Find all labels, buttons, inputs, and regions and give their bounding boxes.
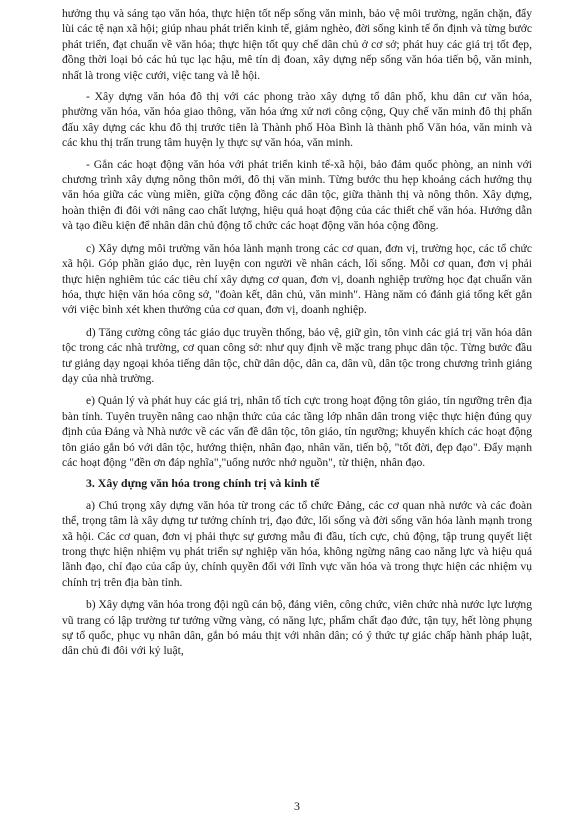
paragraph-a-party: a) Chú trọng xây dựng văn hóa từ trong các tổ chức Đảng, các cơ quan nhà nước và các đoàn thể, trọng tâm là xây dựng tư tưởng chính trị, đạo đức, lối sống và đời sống văn hóa lành mạnh trong xã hội. Các cơ quan, đơn vị phải thực sự gương mẫu đi đầu, tích cực, chủ động, tập trung quyết liệt trong thực hiện nhiệm vụ phát triển sự nghiệp văn hóa, không ngừng nâng cao năng lực và hiệu quả lãnh đạo, chỉ đạo của cấp ủy, chính quyền đối với lĩnh vực văn hóa và trong thực hiện các nhiệm vụ chính trị trên địa bàn tỉnh. bbox=[62, 498, 532, 589]
page-number: 3 bbox=[294, 799, 300, 813]
paragraph-intro: hưởng thụ và sáng tạo văn hóa, thực hiện tốt nếp sống văn minh, bảo vệ môi trường, ngăn chặn, đẩy lùi các tệ nạn xã hội; giúp nhau phát triển kinh tế, giảm nghèo, đời sống kinh tế ổn định và từng bước phát triển, đạt chuẩn về văn hóa; thực hiện tốt quy chế dân chủ ở cơ sở; phát huy các giá trị tốt đẹp, đồng thời loại bỏ các hủ tục lạc hậu, mê tín dị đoan, xây dựng nếp sống văn hóa tiến bộ, văn minh, nhất là trong việc cưới, việc tang và lễ hội. bbox=[62, 7, 532, 82]
paragraph-e-religion: e) Quản lý và phát huy các giá trị, nhân tố tích cực trong hoạt động tôn giáo, tín ngưỡng trên địa bàn tỉnh. Tuyên truyền nâng cao nhận thức của các tầng lớp nhân dân trong việc thực hiện đúng quy định của Đảng và Nhà nước về các vấn đề dân tộc, tôn giáo, tín ngưỡng; khuyến khích các hoạt động tôn giáo gắn bó với dân tộc, hướng thiện, nhân đạo, nhân văn, tiến bộ, "tốt đời, đẹp đạo". Đẩy mạnh các hoạt động "đền ơn đáp nghĩa","uống nước nhớ nguồn", từ thiện, nhân đạo. bbox=[62, 394, 532, 469]
paragraph-c-workplace: c) Xây dựng môi trường văn hóa lành mạnh trong các cơ quan, đơn vị, trường học, các tổ chức xã hội. Góp phần giáo dục, rèn luyện con người về nhân cách, lối sống. Mỗi cơ quan, đơn vị phải thực hiện nghiêm túc các tiêu chí xây dựng cơ quan, đơn vị, doanh nghiệp trường học đạt chuẩn văn hóa, thực hiện văn hóa công sở, "đoàn kết, dân chủ, văn minh". Hàng năm có đánh giá tổng kết gắn với việc bình xét khen thưởng của cơ quan, đơn vị, doanh nghiệp. bbox=[62, 241, 532, 317]
paragraph-urban-culture: - Xây dựng văn hóa đô thị với các phong trào xây dựng tổ dân phố, khu dân cư văn hóa, phường văn hóa, văn hóa giao thông, văn hóa ứng xử nơi công cộng, Quy chế văn minh đô thị phấn đấu xây dựng các khu đô thị trước tiên là Thành phố Hòa Bình là thành phố Văn hóa, văn minh và các khu thị trấn trung tâm huyện lỵ thực sự văn hóa, văn minh. bbox=[62, 90, 532, 150]
paragraph-culture-economy: - Gắn các hoạt động văn hóa với phát triển kinh tế-xã hội, bảo đảm quốc phòng, an ninh với chương trình xây dựng nông thôn mới, đô thị văn minh. Từng bước thu hẹp khoảng cách hưởng thụ văn hóa giữa các vùng miền, giữa cộng đồng các dân tộc, giữa thành thị và nông thôn. Xây dựng, hoàn thiện đi đôi với nâng cao chất lượng, hiệu quả hoạt động của các thiết chế văn hóa. Hướng dẫn và tạo điều kiện để nhân dân chủ động tổ chức các hoạt động văn hóa cộng đồng. bbox=[62, 157, 532, 233]
paragraph-d-education: d) Tăng cường công tác giáo dục truyền thống, bảo vệ, giữ gìn, tôn vinh các giá trị văn hóa dân tộc trong các nhà trường, cơ quan công sở: như quy định về mặc trang phục dân tộc. Từng bước đầu tư giảng dạy ngoại khóa tiếng dân tộc, chữ dân dộc, dân ca, dân vũ, dân tộc trong chương trình giảng dạy của nhà trường. bbox=[62, 325, 532, 385]
paragraph-b-cadres: b) Xây dựng văn hóa trong đội ngũ cán bộ, đảng viên, công chức, viên chức nhà nước lực lượng vũ trang có lập trường tư tưởng vững vàng, có năng lực, phẩm chất đạo đức, tận tụy, hết lòng phụng sự tổ quốc, phục vụ nhân dân, gắn bó máu thịt với nhân dân; có ý thức tự giác chấp hành pháp luật, dân chủ đi đôi với kỷ luật, bbox=[62, 598, 532, 658]
section-heading: 3. Xây dựng văn hóa trong chính trị và kinh tế bbox=[86, 476, 320, 491]
